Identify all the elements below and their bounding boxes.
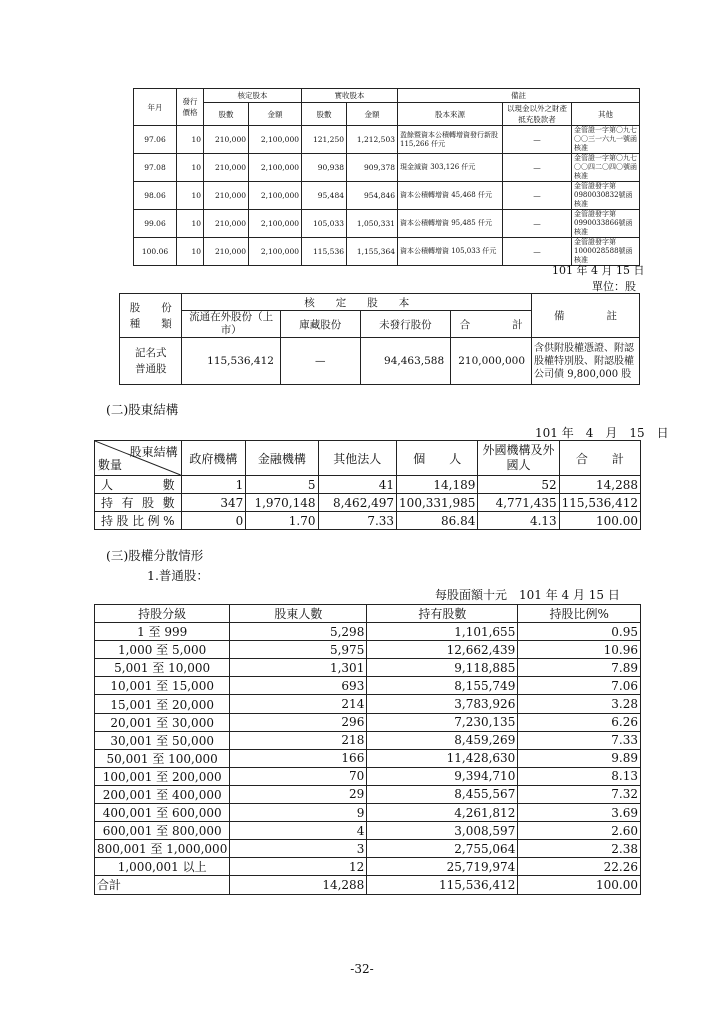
- capital-non-cash: —: [503, 238, 572, 266]
- structure-value: 4,771,435: [478, 494, 559, 512]
- distribution-row: [95, 659, 641, 677]
- distribution-pct: 8.13: [518, 767, 641, 785]
- capital-auth-shares: 210,000: [204, 238, 249, 266]
- distribution-pct: 2.38: [518, 840, 641, 858]
- distribution-level: 600,001 至 800,000: [95, 822, 230, 840]
- share-type-header: 股 份 種 類: [120, 294, 182, 338]
- structure-col-header: 個 人: [397, 441, 478, 476]
- distribution-holders: 693: [230, 677, 367, 695]
- capital-other: 金管證發字第0980030832號函核准: [572, 182, 640, 210]
- distribution-shares: 8,459,269: [367, 731, 518, 749]
- capital-year-month: 98.06: [134, 182, 177, 210]
- structure-col-header: 合 計: [559, 441, 640, 476]
- distribution-pct: 0.95: [518, 623, 641, 641]
- capital-non-cash: —: [503, 210, 572, 238]
- distribution-row: [95, 623, 641, 641]
- capital-paid-amount: 1,212,503: [347, 126, 398, 154]
- header-auth-shares: 股數: [204, 103, 249, 126]
- capital-history-table: [133, 88, 640, 266]
- distribution-header-shares: 持有股數: [367, 605, 518, 623]
- capital-source: 現金減資 303,126 仟元: [398, 154, 503, 182]
- structure-row: [95, 494, 641, 512]
- capital-paid-shares: 95,484: [302, 182, 347, 210]
- distribution-level: 200,001 至 400,000: [95, 785, 230, 803]
- distribution-holders: 9: [230, 804, 367, 822]
- distribution-date: 每股面額十元 101 年 4 月 15 日: [435, 588, 620, 602]
- structure-value: 4.13: [478, 512, 559, 530]
- distribution-row: [95, 713, 641, 731]
- structure-value: 1.70: [246, 512, 318, 530]
- distribution-total-holders: 14,288: [230, 876, 367, 894]
- capital-source: 資本公積轉增資 105,033 仟元: [398, 238, 503, 266]
- distribution-holders: 218: [230, 731, 367, 749]
- share-type-table: [119, 293, 640, 385]
- header-source: 股本來源: [398, 103, 503, 126]
- structure-value: 14,288: [559, 476, 640, 494]
- distribution-holders: 5,975: [230, 641, 367, 659]
- distribution-holders: 3: [230, 840, 367, 858]
- capital-auth-amount: 2,100,000: [249, 238, 302, 266]
- structure-row-label: 人 數: [95, 476, 182, 494]
- distribution-row: [95, 749, 641, 767]
- distribution-shares: 8,455,567: [367, 785, 518, 803]
- distribution-holders: 296: [230, 713, 367, 731]
- authorized-capital-header: 核 定 股 本: [182, 294, 532, 311]
- capital-issue-price: 10: [177, 154, 204, 182]
- distribution-shares: 11,428,630: [367, 749, 518, 767]
- capital-auth-shares: 210,000: [204, 154, 249, 182]
- distribution-header-holders: 股東人數: [230, 605, 367, 623]
- structure-value: 115,536,412: [559, 494, 640, 512]
- shareholder-structure-table: [94, 440, 641, 530]
- distribution-pct: 3.28: [518, 695, 641, 713]
- capital-year-month: 97.08: [134, 154, 177, 182]
- distribution-holders: 29: [230, 785, 367, 803]
- section-3-title: (三)股權分散情形: [106, 548, 204, 563]
- structure-value: 14,189: [397, 476, 478, 494]
- structure-value: 100.00: [559, 512, 640, 530]
- capital-auth-amount: 2,100,000: [249, 182, 302, 210]
- capital-non-cash: —: [503, 182, 572, 210]
- header-paid-in: 實收股本: [302, 89, 398, 103]
- header-paid-amount: 金額: [347, 103, 398, 126]
- capital-paid-shares: 115,536: [302, 238, 347, 266]
- structure-value: 86.84: [397, 512, 478, 530]
- capital-auth-amount: 2,100,000: [249, 126, 302, 154]
- distribution-shares: 25,719,974: [367, 858, 518, 876]
- distribution-row: [95, 767, 641, 785]
- capital-row: [134, 182, 640, 210]
- structure-value: 41: [318, 476, 397, 494]
- structure-value: 0: [181, 512, 246, 530]
- distribution-row: [95, 641, 641, 659]
- header-auth-amount: 金額: [249, 103, 302, 126]
- structure-value: 347: [181, 494, 246, 512]
- structure-value: 100,331,985: [397, 494, 478, 512]
- distribution-total-shares: 115,536,412: [367, 876, 518, 894]
- capital-auth-shares: 210,000: [204, 182, 249, 210]
- distribution-level: 800,001 至 1,000,000: [95, 840, 230, 858]
- structure-value: 5: [246, 476, 318, 494]
- structure-col-header: 金融機構: [246, 441, 318, 476]
- distribution-holders: 1,301: [230, 659, 367, 677]
- capital-row: [134, 154, 640, 182]
- distribution-level: 50,001 至 100,000: [95, 749, 230, 767]
- share-type-unit: 單位：股: [592, 280, 636, 293]
- distribution-holders: 5,298: [230, 623, 367, 641]
- share-remarks-header: 備 註: [532, 294, 640, 338]
- header-other: 其他: [572, 103, 640, 126]
- structure-value: 7.33: [318, 512, 397, 530]
- header-non-cash: 以現金以外之財產抵充股款者: [503, 103, 572, 126]
- distribution-row: [95, 804, 641, 822]
- distribution-level: 5,001 至 10,000: [95, 659, 230, 677]
- capital-source: 資本公積轉增資 45,468 仟元: [398, 182, 503, 210]
- capital-source: 盈餘暨資本公積轉增資發行新股 115,266 仟元: [398, 126, 503, 154]
- header-paid-shares: 股數: [302, 103, 347, 126]
- distribution-row: [95, 858, 641, 876]
- distribution-row: [95, 822, 641, 840]
- structure-value: 1,970,148: [246, 494, 318, 512]
- outstanding-value: 115,536,412: [182, 338, 281, 385]
- structure-value: 8,462,497: [318, 494, 397, 512]
- capital-issue-price: 10: [177, 238, 204, 266]
- page-number: -32-: [350, 962, 374, 976]
- treasury-value: —: [280, 338, 360, 385]
- distribution-pct: 7.33: [518, 731, 641, 749]
- distribution-holders: 70: [230, 767, 367, 785]
- distribution-shares: 2,755,064: [367, 840, 518, 858]
- distribution-level: 1 至 999: [95, 623, 230, 641]
- distribution-pct: 9.89: [518, 749, 641, 767]
- distribution-shares: 3,783,926: [367, 695, 518, 713]
- structure-row-label: 持有股數: [95, 494, 182, 512]
- structure-col-header: 其他法人: [318, 441, 397, 476]
- distribution-total-label: 合計: [95, 876, 230, 894]
- capital-year-month: 97.06: [134, 126, 177, 154]
- capital-paid-shares: 105,033: [302, 210, 347, 238]
- distribution-pct: 7.32: [518, 785, 641, 803]
- distribution-row: [95, 677, 641, 695]
- capital-non-cash: —: [503, 154, 572, 182]
- total-value: 210,000,000: [451, 338, 532, 385]
- distribution-pct: 7.06: [518, 677, 641, 695]
- distribution-shares: 8,155,749: [367, 677, 518, 695]
- structure-row: [95, 476, 641, 494]
- structure-row-label: 持股比例%: [95, 512, 182, 530]
- capital-non-cash: —: [503, 126, 572, 154]
- structure-col-header: 外國機構及外國人: [478, 441, 559, 476]
- distribution-pct: 22.26: [518, 858, 641, 876]
- distribution-pct: 7.89: [518, 659, 641, 677]
- capital-issue-price: 10: [177, 182, 204, 210]
- header-remarks: 備註: [398, 89, 640, 103]
- structure-corner-cell: [95, 441, 182, 476]
- distribution-holders: 166: [230, 749, 367, 767]
- header-authorized: 核定股本: [204, 89, 302, 103]
- capital-source: 資本公積轉增資 95,485 仟元: [398, 210, 503, 238]
- distribution-level: 1,000 至 5,000: [95, 641, 230, 659]
- distribution-shares: 9,118,885: [367, 659, 518, 677]
- distribution-header-level: 持股分級: [95, 605, 230, 623]
- capital-paid-amount: 909,378: [347, 154, 398, 182]
- capital-other: 金管證發字第1000028588號函核准: [572, 238, 640, 266]
- total-header: 合 計: [451, 311, 532, 338]
- structure-value: 52: [478, 476, 559, 494]
- section-3-subtitle: 1.普通股：: [147, 568, 209, 583]
- distribution-row: [95, 695, 641, 713]
- capital-paid-amount: 954,846: [347, 182, 398, 210]
- distribution-total-pct: 100.00: [518, 876, 641, 894]
- capital-auth-amount: 2,100,000: [249, 154, 302, 182]
- distribution-level: 1,000,001 以上: [95, 858, 230, 876]
- corner-bottom-label: 數量: [98, 458, 123, 472]
- structure-col-header: 政府機構: [181, 441, 246, 476]
- distribution-level: 400,001 至 600,000: [95, 804, 230, 822]
- outstanding-header: 流通在外股份（上市）: [182, 311, 281, 338]
- distribution-level: 100,001 至 200,000: [95, 767, 230, 785]
- distribution-shares: 1,101,655: [367, 623, 518, 641]
- capital-paid-shares: 121,250: [302, 126, 347, 154]
- distribution-row: [95, 731, 641, 749]
- capital-auth-shares: 210,000: [204, 126, 249, 154]
- distribution-holders: 4: [230, 822, 367, 840]
- distribution-shares: 9,394,710: [367, 767, 518, 785]
- capital-auth-amount: 2,100,000: [249, 210, 302, 238]
- capital-year-month: 100.06: [134, 238, 177, 266]
- distribution-row: [95, 840, 641, 858]
- distribution-holders: 12: [230, 858, 367, 876]
- capital-auth-shares: 210,000: [204, 210, 249, 238]
- capital-row: [134, 210, 640, 238]
- capital-issue-price: 10: [177, 210, 204, 238]
- capital-paid-amount: 1,050,331: [347, 210, 398, 238]
- unissued-header: 未發行股份: [360, 311, 451, 338]
- header-issue-price: 發行價格: [177, 89, 204, 126]
- capital-paid-amount: 1,155,364: [347, 238, 398, 266]
- capital-paid-shares: 90,938: [302, 154, 347, 182]
- distribution-holders: 214: [230, 695, 367, 713]
- share-remarks-value: 含供附股權憑證、附認股權特別股、附認股權公司債 9,800,000 股: [532, 338, 640, 385]
- distribution-pct: 3.69: [518, 804, 641, 822]
- structure-date: 101 年 4 月 15 日: [535, 426, 669, 440]
- capital-other: 金管證一字第〇九七〇〇四二〇四〇號函核准: [572, 154, 640, 182]
- structure-value: 1: [181, 476, 246, 494]
- capital-year-month: 99.06: [134, 210, 177, 238]
- unissued-value: 94,463,588: [360, 338, 451, 385]
- distribution-shares: 12,662,439: [367, 641, 518, 659]
- distribution-row: [95, 785, 641, 803]
- corner-top-label: 股東結構: [129, 445, 178, 459]
- distribution-pct: 6.26: [518, 713, 641, 731]
- capital-other: 金管證一字第〇九七〇〇三一六九一號函核准: [572, 126, 640, 154]
- treasury-header: 庫藏股份: [280, 311, 360, 338]
- distribution-pct: 10.96: [518, 641, 641, 659]
- distribution-level: 10,001 至 15,000: [95, 677, 230, 695]
- section-2-title: (二)股東結構: [106, 402, 179, 417]
- distribution-total-row: [95, 876, 641, 894]
- distribution-pct: 2.60: [518, 822, 641, 840]
- shareholding-distribution-table: [94, 604, 641, 895]
- share-type-name: 記名式普通股: [120, 338, 182, 385]
- distribution-level: 30,001 至 50,000: [95, 731, 230, 749]
- capital-row: [134, 126, 640, 154]
- distribution-shares: 4,261,812: [367, 804, 518, 822]
- distribution-shares: 7,230,135: [367, 713, 518, 731]
- structure-row: [95, 512, 641, 530]
- capital-issue-price: 10: [177, 126, 204, 154]
- distribution-level: 20,001 至 30,000: [95, 713, 230, 731]
- header-year-month: 年月: [134, 89, 177, 126]
- distribution-level: 15,001 至 20,000: [95, 695, 230, 713]
- capital-other: 金管證發字第0990033866號函核准: [572, 210, 640, 238]
- distribution-shares: 3,008,597: [367, 822, 518, 840]
- share-type-date: 101 年 4 月 15 日: [552, 264, 645, 277]
- distribution-header-pct: 持股比例%: [518, 605, 641, 623]
